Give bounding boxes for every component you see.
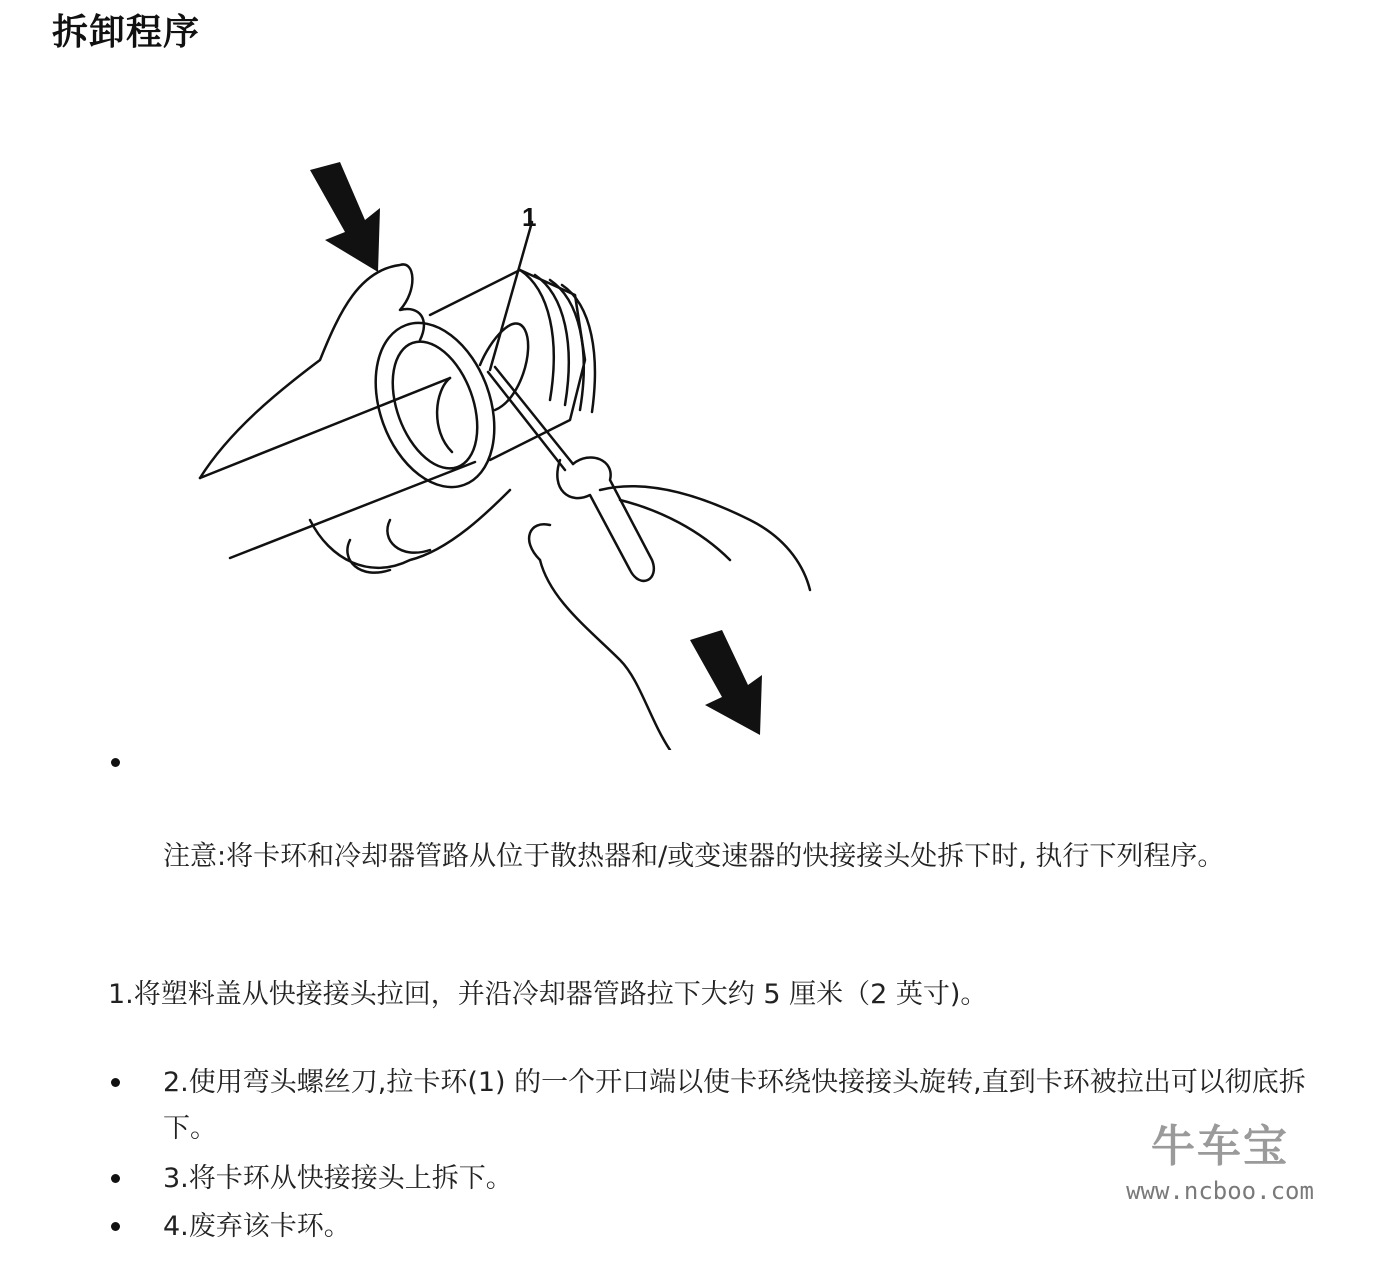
- step-3: 3.将卡环从快接接头上拆下。: [163, 1163, 513, 1194]
- callout-leader: [490, 222, 532, 370]
- bullet: [111, 1222, 120, 1231]
- watermark-name: 牛车宝: [1151, 1121, 1289, 1172]
- right-hand: [540, 560, 670, 750]
- bullet: [111, 758, 120, 767]
- watermark-url: www.ncboo.com: [1126, 1177, 1314, 1205]
- watermark: [1105, 1118, 1335, 1206]
- callout-number: 1: [522, 202, 537, 232]
- disassembly-illustration: [190, 160, 820, 750]
- pull-arrow: [690, 630, 762, 735]
- cooler-pipe: [200, 378, 450, 478]
- page-title: 拆卸程序: [52, 12, 201, 53]
- bullet: [111, 1078, 120, 1087]
- plastic-cap: [354, 306, 516, 503]
- note-text: 注意:将卡环和冷却器管路从位于散热器和/或变速器的快接接头处拆下时, 执行下列程序。: [163, 841, 1225, 872]
- snap-ring: [480, 323, 528, 410]
- bullet: [111, 1174, 120, 1183]
- step-1: 1.将塑料盖从快接接头拉回，并沿冷却器管路拉下大约 5 厘米（2 英寸)。: [108, 979, 988, 1010]
- left-hand: [200, 264, 424, 478]
- push-arrow: [310, 162, 380, 272]
- quick-connect-fitting: [430, 270, 585, 460]
- step-2: 2.使用弯头螺丝刀,拉卡环(1) 的一个开口端以使卡环绕快接接头旋转,直到卡环被拉出可以彻底拆下。: [163, 1067, 1306, 1144]
- step-4: 4.废弃该卡环。: [163, 1211, 351, 1242]
